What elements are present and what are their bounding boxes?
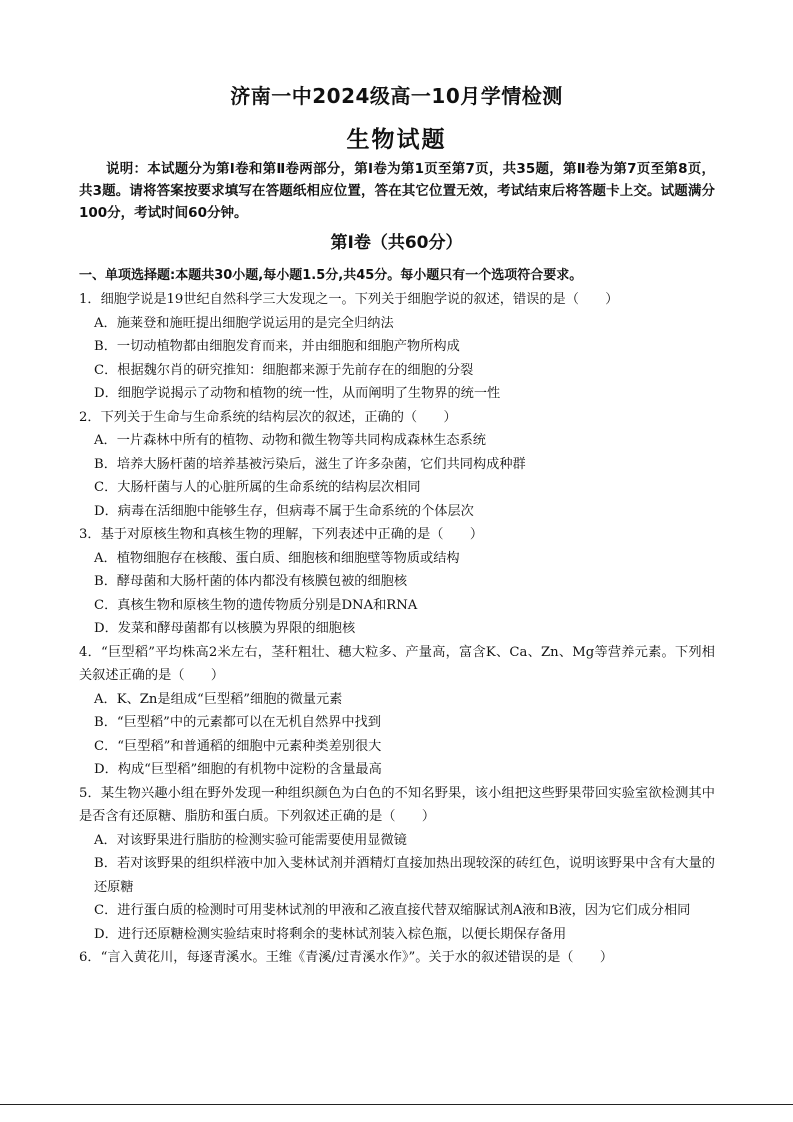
question-stem: 3．基于对原核生物和真核生物的理解，下列表述中正确的是（ ） [79, 527, 484, 542]
question-5 [79, 782, 715, 947]
question-stem: 4．“巨型稻”平均株高2米左右，茎秆粗壮、穗大粒多、产量高，富含K、Ca、Zn、Mg等营养元素。下列相关叙述正确的是（ ） [79, 644, 715, 683]
option-c: C．进行蛋白质的检测时可用斐林试剂的甲液和乙液直接代替双缩脲试剂A液和B液，因为它们成分相同 [94, 903, 691, 918]
option-d: D．构成“巨型稻”细胞的有机物中淀粉的含量最高 [94, 762, 382, 777]
option-b: B．若对该野果的组织样液中加入斐林试剂并酒精灯直接加热出现较深的砖红色，说明该野果中含有大量的还原糖 [94, 856, 715, 895]
question-stem: 2．下列关于生命与生命系统的结构层次的叙述，正确的（ ） [79, 409, 457, 425]
option-a: A．施莱登和施旺提出细胞学说运用的是完全归纳法 [94, 315, 394, 331]
question-stem: 5．某生物兴趣小组在野外发现一种组织颜色为白色的不知名野果，该小组把这些野果带回实验室欲检测其中是否含有还原糖、脂肪和蛋白质。下列叙述正确的是（ ） [79, 785, 715, 824]
option-d: D．病毒在活细胞中能够生存，但病毒不属于生命系统的个体层次 [94, 503, 474, 519]
question-1 [79, 288, 715, 406]
exam-instructions: 说明：本试题分为第Ⅰ卷和第Ⅱ卷两部分，第Ⅰ卷为第1页至第7页，共35题，第Ⅱ卷为第7页至第8页，共3题。请将答案按要求填写在答题纸相应位置，答在其它位置无效，考试结束后将答题卡上交。试题满分100分，考试时间60分钟。 [79, 161, 715, 221]
option-d: D．进行还原糖检测实验结束时将剩余的斐林试剂装入棕色瓶，以便长期保存备用 [94, 926, 567, 942]
part-title: 第Ⅰ卷（共60分） [330, 233, 463, 253]
page-bottom-divider [0, 1104, 793, 1105]
option-b: B．“巨型稻”中的元素都可以在无机自然界中找到 [94, 715, 381, 730]
question-4 [79, 641, 715, 782]
option-a: A．一片森林中所有的植物、动物和微生物等共同构成森林生态系统 [94, 433, 486, 448]
question-6 [79, 946, 715, 970]
question-stem: 1．细胞学说是19世纪自然科学三大发现之一。下列关于细胞学说的叙述，错误的是（ ） [79, 292, 619, 307]
option-c: C．“巨型稻”和普通稻的细胞中元素种类差别很大 [94, 738, 382, 754]
option-b: B．酵母菌和大肠杆菌的体内都没有核膜包被的细胞核 [94, 574, 408, 589]
question-stem: 6．“言入黄花川，每逐青溪水。王维《青溪/过青溪水作》”。关于水的叙述错误的是（ ） [79, 950, 614, 965]
option-c: C．大肠杆菌与人的心脏所属的生命系统的结构层次相同 [94, 480, 421, 495]
exam-title: 济南一中2024级高一10月学情检测 [230, 84, 563, 108]
question-3 [79, 523, 715, 641]
section-title: 一、单项选择题:本题共30小题,每小题1.5分,共45分。每小题只有一个选项符合要求。 [79, 268, 583, 283]
option-a: A．对该野果进行脂肪的检测实验可能需要使用显微镜 [94, 832, 407, 848]
option-c: C．根据魏尔肖的研究推知：细胞都来源于先前存在的细胞的分裂 [94, 362, 474, 378]
question-list [79, 288, 715, 970]
option-d: D．发菜和酵母菌都有以核膜为界限的细胞核 [94, 621, 356, 636]
option-d: D．细胞学说揭示了动物和植物的统一性，从而阐明了生物界的统一性 [94, 386, 501, 401]
subject-title: 生物试题 [346, 127, 447, 153]
option-a: A．K、Zn是组成“巨型稻”细胞的微量元素 [94, 691, 343, 707]
option-b: B．一切动植物都由细胞发育而来，并由细胞和细胞产物所构成 [94, 339, 460, 354]
question-2 [79, 406, 715, 524]
option-b: B．培养大肠杆菌的培养基被污染后，滋生了许多杂菌，它们共同构成种群 [94, 456, 526, 472]
option-c: C．真核生物和原核生物的遗传物质分别是DNA和RNA [94, 597, 418, 613]
option-a: A．植物细胞存在核酸、蛋白质、细胞核和细胞壁等物质或结构 [94, 550, 460, 566]
